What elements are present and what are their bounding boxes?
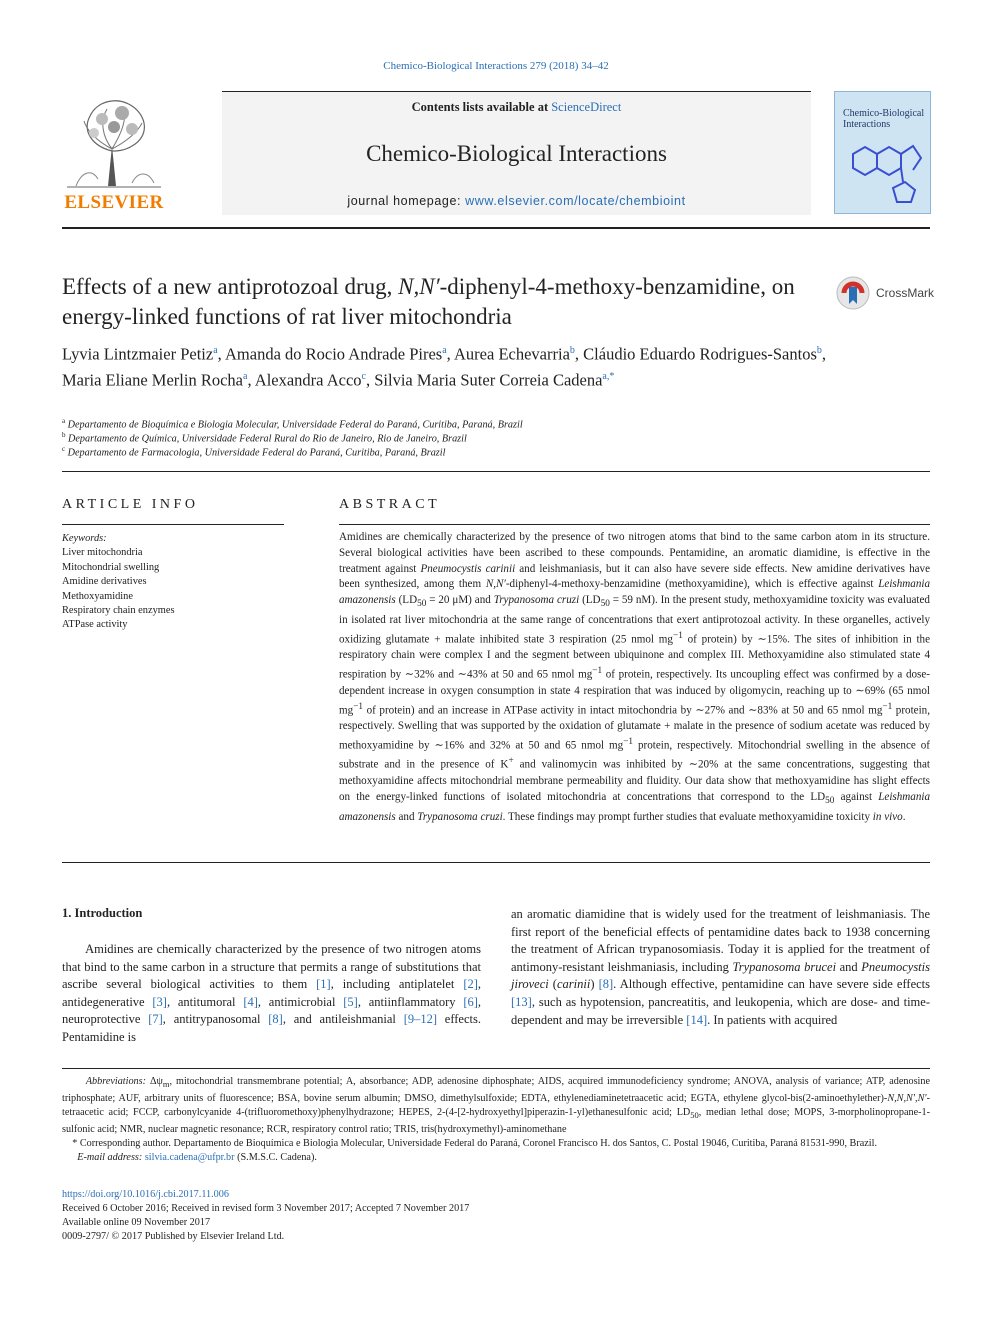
- affiliation-text: Departamento de Bioquímica e Biologia Molecular, Universidade Federal do Paraná, Curitiba, Paraná, Brazil: [67, 419, 523, 431]
- doi-link[interactable]: https://doi.org/10.1016/j.cbi.2017.11.006: [62, 1189, 229, 1200]
- author-affiliation-marker[interactable]: b: [816, 345, 822, 356]
- author-affiliation-marker[interactable]: b: [569, 345, 575, 356]
- corresponding-author-footnote: * Corresponding author. Departamento de Bioquímica e Biologia Molecular, Universidade Federal do Paraná, Coronel Francisco H. dos Santos, C. Postal 19046, Curitiba, Paraná 81531-990, Brazil.: [62, 1137, 877, 1149]
- keyword-item: Respiratory chain enzymes: [62, 605, 175, 617]
- author-name: Maria Eliane Merlin Rocha: [62, 370, 243, 390]
- keyword-item: Amidine derivatives: [62, 576, 147, 588]
- sciencedirect-link[interactable]: ScienceDirect: [551, 100, 622, 114]
- cover-title: Chemico-Biological Interactions: [843, 108, 925, 130]
- keyword-item: Liver mitochondria: [62, 547, 143, 559]
- journal-cover-thumbnail[interactable]: [834, 91, 931, 214]
- homepage-link[interactable]: www.elsevier.com/locate/chembioint: [465, 194, 686, 208]
- abbreviations-footnote: Abbreviations: $\Delta\psi_m$, mitochondrial transmembrane potential; A, absorbance; ADP, adenosine diphosphate; AIDS, acquired immunodeficiency syndrome; ANOVA, analysis of variance; ATP, adenosine triphosphate; AUF, arbitrary units of fluorescence; BSA, bovine serum albumin; DMSO, dimethylsulfoxide; EDTA, ethylenediaminetetraacetic acid; EGTA, ethylene glycol-bis(2-aminoethylether)-N,N,N′,N′-tetraacetic acid; FCCP, carbonylcyanide 4-(trifluoromethoxy)phenylhydrazone; HEPES, 2-(4-[2-hydroxyethyl]piperazin-1-yl)ethanesulfonic acid; $LD_{50}$, median lethal dose; MOPS, 3-morpholinopropane-1-sulfonic acid; NMR, nuclear magnetic resonance; RCR, respiratory control ratio; TRIS, tris(hydroxymethyl)-aminomethane: [62, 1076, 930, 1135]
- crossmark-icon: [836, 276, 872, 310]
- crossmark-badge[interactable]: [836, 276, 935, 310]
- affiliation-text: Departamento de Farmacologia, Universidade Federal do Paraná, Curitiba, Paraná, Brazil: [67, 447, 446, 459]
- keywords-label: Keywords:: [62, 533, 107, 544]
- affiliation-key: c: [62, 445, 66, 453]
- journal-homepage: [222, 194, 811, 208]
- footnotes: [62, 1075, 930, 1165]
- introduction-column-2: an aromatic diamidine that is widely used for the treatment of leishmaniasis. The first report of the beneficial effects of pentamidine dates back to 1938 concerning the treatment of African trypanosomiasis. Today it is applied for the treatment of antimony-resistant leishmaniasis, including Trypanosoma brucei and Pneumocystis jiroveci (carinii) [8]. Although effective, pentamidine can have severe side effects [13], such as hypotension, pancreatitis, and leukopenia, which are dose- and time-dependent and may be irreversible [14]. In patients with acquired: [511, 907, 931, 1027]
- available-online: Available online 09 November 2017: [62, 1216, 211, 1228]
- keyword-item: Methoxyamidine: [62, 590, 133, 602]
- article-info-rule: [62, 524, 284, 525]
- title-part-1: Effects of a new antiprotozoal drug,: [62, 274, 399, 299]
- abstract-rule: [339, 524, 930, 525]
- received-dates: Received 6 October 2016; Received in revised form 3 November 2017; Accepted 7 November 2017: [62, 1202, 470, 1214]
- homepage-prefix: journal homepage:: [347, 194, 462, 208]
- affiliation-b: [62, 431, 922, 444]
- affiliation-c: [62, 445, 922, 458]
- elsevier-tree-icon: [62, 91, 166, 191]
- publication-info: [62, 1188, 930, 1244]
- footnote-rule: [62, 1068, 930, 1069]
- header-rule: [62, 227, 930, 229]
- article-info-heading: ARTICLE INFO: [62, 497, 199, 512]
- journal-reference[interactable]: Chemico-Biological Interactions 279 (2018) 34–42: [383, 60, 609, 72]
- author-name: Silvia Maria Suter Correia Cadena: [374, 370, 603, 390]
- affiliation-text: Departamento de Química, Universidade Federal Rural do Rio de Janeiro, Rio de Janeiro, Brazil: [68, 433, 467, 445]
- author-name: Cláudio Eduardo Rodrigues-Santos: [583, 344, 817, 364]
- author-affiliation-marker[interactable]: a,*: [602, 371, 615, 382]
- author-affiliation-marker[interactable]: a: [442, 345, 447, 356]
- author-name: Aurea Echevarria: [454, 344, 570, 364]
- section-rule: [62, 471, 930, 472]
- author-affiliation-marker[interactable]: a: [213, 345, 218, 356]
- keyword-item: Mitochondrial swelling: [62, 561, 160, 573]
- introduction-column-1: Amidines are chemically characterized by the presence of two nitrogen atoms that bind to the same carbon in a structure that permits a range of substitutions that ascribe several biological activities to them [1], including antiplatelet [2], antidegenerative [3], antitumoral [4], antimicrobial [5], antiinflammatory [6], neuroprotective [7], antitrypanosomal [8], and antileishmanial [9–12] effects. Pentamidine is: [62, 942, 482, 1044]
- author-name: Lyvia Lintzmaier Petiz: [62, 344, 214, 364]
- elsevier-logo[interactable]: [62, 91, 166, 214]
- journal-title: Chemico-Biological Interactions: [366, 141, 667, 166]
- copyright: 0009-2797/ © 2017 Published by Elsevier Ireland Ltd.: [62, 1230, 285, 1242]
- molecule-icon: [835, 92, 930, 213]
- title-italic: N,N′: [398, 274, 440, 299]
- elsevier-wordmark: ELSEVIER: [64, 192, 164, 213]
- author-affiliation-marker[interactable]: a: [242, 371, 248, 382]
- contents-line: [222, 100, 811, 115]
- keywords-block: [62, 532, 284, 633]
- affiliation-key: b: [62, 431, 66, 439]
- abstract-heading: ABSTRACT: [339, 497, 441, 512]
- author-affiliation-marker[interactable]: c: [361, 371, 366, 382]
- introduction-heading: 1. Introduction: [62, 906, 143, 920]
- contents-prefix: Contents lists available at: [411, 100, 549, 114]
- title-part-2: -diphenyl-4-methoxy-benzamidine, on energy-linked functions of rat liver mitochondria: [62, 274, 795, 329]
- keyword-item: ATPase activity: [62, 619, 128, 631]
- affiliation-a: [62, 417, 922, 430]
- crossmark-label: CrossMark: [876, 286, 935, 300]
- affiliation-key: a: [62, 417, 66, 425]
- author-name: Amanda do Rocio Andrade Pires: [225, 344, 443, 364]
- article-title: [62, 272, 822, 332]
- author-list: Lyvia Lintzmaier Petiz$^a$, Amanda do Rocio Andrade Pires$^a$, Aurea Echevarria$^b$, Cláudio Eduardo Rodrigues-Santos$^b$, Maria Eliane Merlin Rocha$^a$, Alexandra Acco$^c$, Silvia Maria Suter Correia Cadena$^{a,*}$: [62, 344, 827, 390]
- section-rule: [62, 862, 930, 863]
- abstract-text: Amidines are chemically characterized by the presence of two nitrogen atoms that bind to the same carbon atom in its structure. Several biological activities have been ascribed to these compounds. Pentamidine, an aromatic diamidine, is effective in the treatment against Pneumocystis carinii and leishmaniasis, but it can also have severe side effects. New amidine derivatives have been synthesized, among them N,N′-diphenyl-4-methoxy-benzamidine (methoxyamidine), which is effective against Leishmania amazonensis ($LD_{50} = 20$ μM) and Trypanosoma cruzi ($LD_{50} = 59$ nM). In the present study, methoxyamidine toxicity was evaluated in isolated rat liver mitochondria at the same range of concentrations that exert antiprotozoal activity. In these organelles, actively oxidizing glutamate + malate inhibited state 3 respiration (25 nmol $mg^{-1}$ of protein) by ∼15%. The sites of inhibition in the respiratory chain were complex I and the segment between ubiquinone and complex III. Methoxyamidine also stimulated state 4 respiration by ∼32% and ∼43% at 50 and 65 nmol $mg^{-1}$ of protein, respectively. Its uncoupling effect was confirmed by a dose-dependent increase in oxygen consumption in state 4 respiration that was induced by oligomycin, reaching up to ∼69% (65 nmol $mg^{-1}$ of protein) and an increase in ATPase activity in intact mitochondria by ∼27% and ∼83% at 50 and 65 nmol $mg^{-1}$ protein, respectively. Swelling that was supported by the oxidation of glutamate + malate in the presence of sodium acetate was reduced by methoxyamidine by ∼16% and 32% at 50 and 65 nmol $mg^{-1}$ protein, respectively. Mitochondrial swelling in the absence of substrate and in the presence of K+ and valinomycin was inhibited by ∼20% at the same concentrations, suggesting that methoxyamidine affects mitochondrial membrane permeability and fluidity. Our data show that methoxyamidine has slight effects on the energy-linked functions of isolated mitochondria at concentrations that correspond to the $LD_{50}$ against Leishmania amazonensis and Trypanosoma cruzi. These findings may prompt further studies that evaluate methoxyamidine toxicity in vivo.: [339, 531, 931, 823]
- author-name: Alexandra Acco: [254, 370, 362, 390]
- email-footnote: E-mail address: silvia.cadena@ufpr.br (S.M.S.C. Cadena).: [77, 1151, 317, 1163]
